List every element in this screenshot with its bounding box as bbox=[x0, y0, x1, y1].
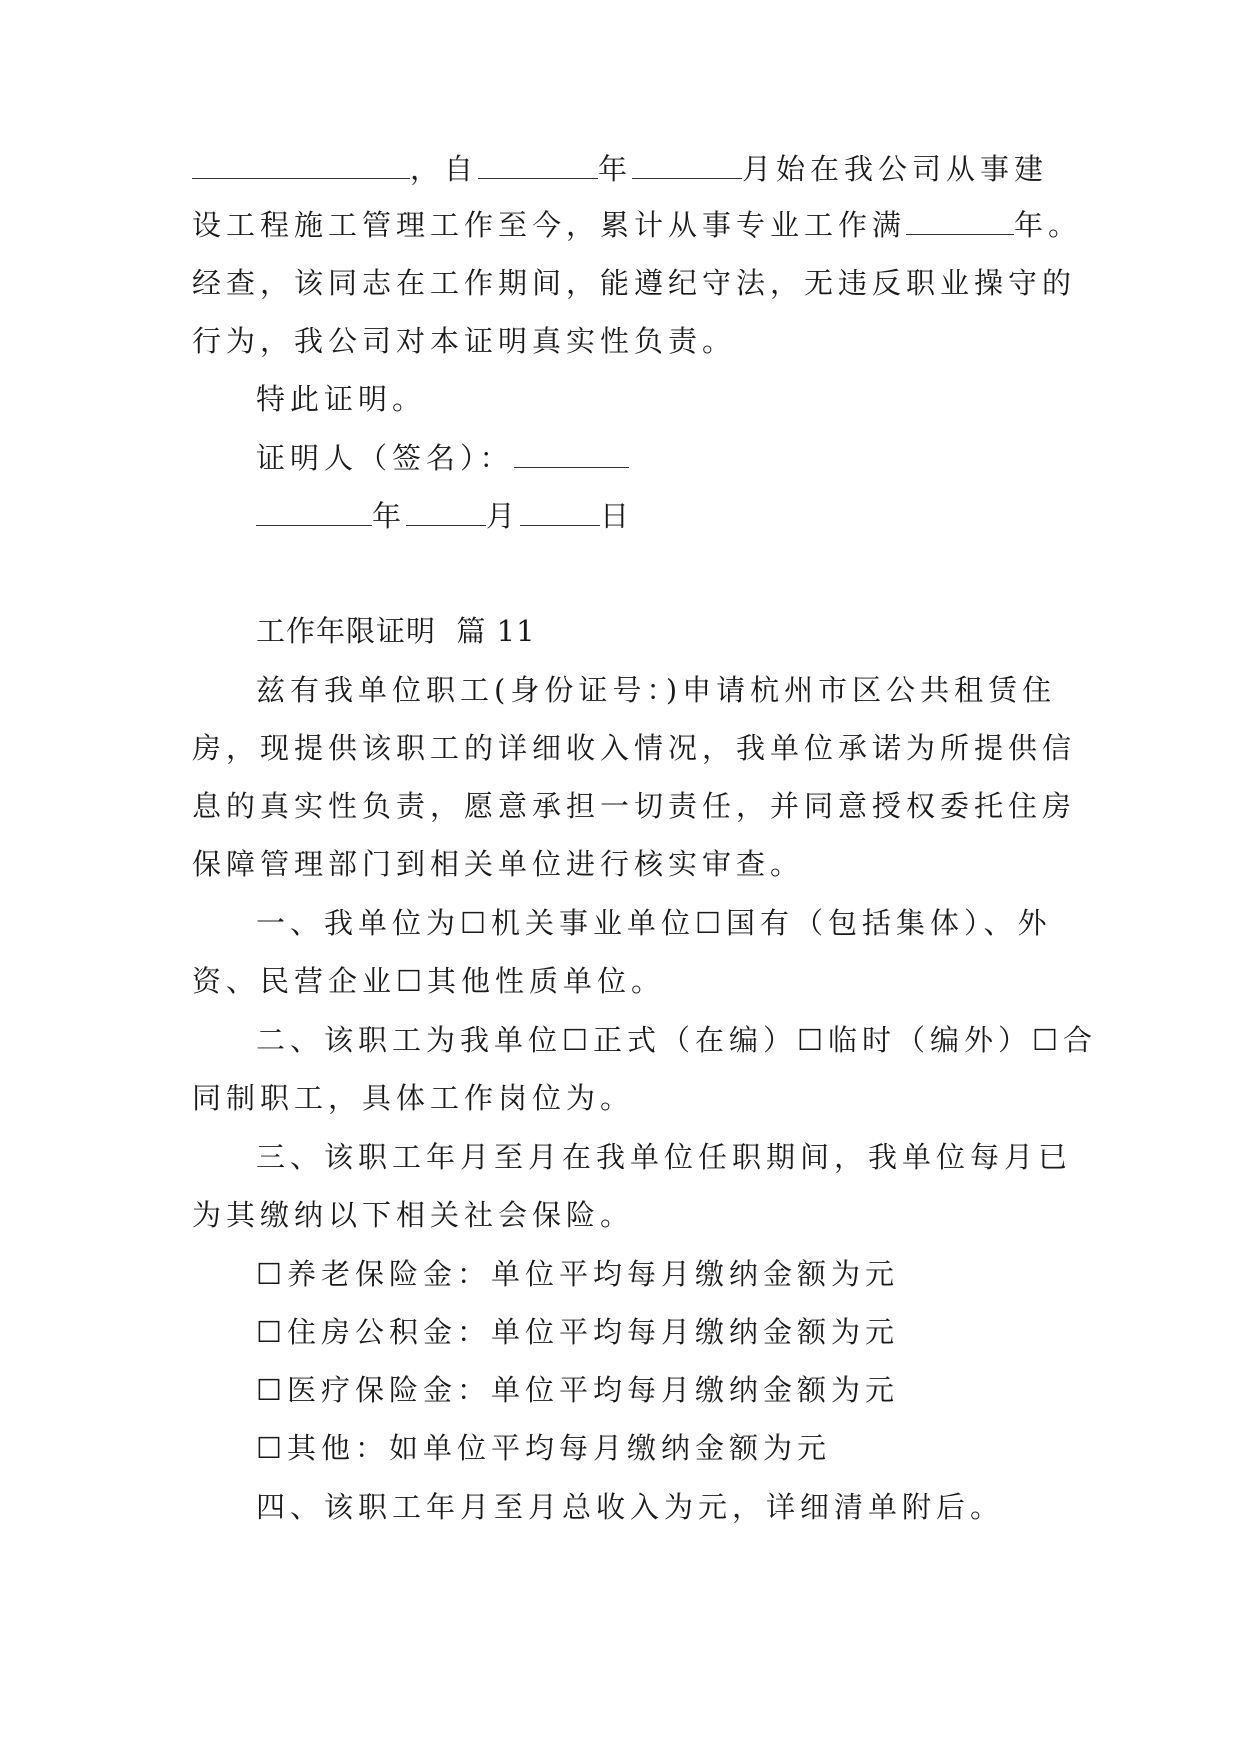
signature-blank bbox=[514, 439, 629, 468]
section-a-line-4: 行为，我公司对本证明真实性负责。 bbox=[192, 324, 737, 358]
date-line: 年 月 日 bbox=[256, 497, 634, 534]
date-year-blank bbox=[256, 497, 372, 526]
insurance-pension: ☐养老保险金：单位平均每月缴纳金额为元 bbox=[256, 1257, 899, 1291]
date-month-blank bbox=[406, 497, 486, 526]
item2-line-2: 同制职工，具体工作岗位为。 bbox=[192, 1081, 635, 1115]
item4-line: 四、该职工年月至月总收入为元，详细清单附后。 bbox=[256, 1490, 1005, 1524]
signer-line bbox=[256, 439, 629, 476]
section-a-line-2: 设工程施工管理工作至今，累计从事专业工作满 年。 bbox=[192, 208, 1083, 242]
item3-line-1: 三、该职工年月至月在我单位任职期间，我单位每月已 bbox=[256, 1140, 1073, 1174]
item2-line-1: 二、该职工为我单位☐正式（在编）☐临时（编外）☐合 bbox=[256, 1023, 1097, 1057]
item3-line-2: 为其缴纳以下相关社会保险。 bbox=[192, 1198, 635, 1232]
item1-line-2: 资、民营企业☐其他性质单位。 bbox=[192, 964, 665, 998]
name-blank bbox=[192, 150, 410, 179]
years-blank bbox=[906, 206, 1014, 235]
section-a-line-1: ，自 年 月始在我公司从事建 bbox=[192, 150, 1048, 187]
item1-line-1: 一、我单位为☐机关事业单位☐国有（包括集体）、外 bbox=[256, 906, 1052, 940]
insurance-other: ☐其他：如单位平均每月缴纳金额为元 bbox=[256, 1431, 831, 1465]
para1-line-1: 兹有我单位职工(身份证号：)申请杭州市区公共租赁住 bbox=[256, 673, 1057, 707]
section-heading: 工作年限证明 篇 11 bbox=[256, 614, 536, 648]
closing-statement: 特此证明。 bbox=[256, 382, 427, 416]
start-year-blank bbox=[478, 150, 598, 179]
para1-line-3: 息的真实性负责，愿意承担一切责任，并同意授权委托住房 bbox=[192, 789, 1077, 823]
para1-line-2: 房，现提供该职工的详细收入情况，我单位承诺为所提供信 bbox=[192, 731, 1077, 765]
start-month-blank bbox=[632, 150, 742, 179]
date-day-blank bbox=[520, 497, 600, 526]
section-a-line-3: 经查，该同志在工作期间，能遵纪守法，无违反职业操守的 bbox=[192, 266, 1077, 300]
para1-line-4: 保障管理部门到相关单位进行核实审查。 bbox=[192, 847, 805, 881]
insurance-housing-fund: ☐住房公积金：单位平均每月缴纳金额为元 bbox=[256, 1315, 899, 1349]
insurance-medical: ☐医疗保险金：单位平均每月缴纳金额为元 bbox=[256, 1373, 899, 1407]
signer-label: 证明人（签名）： bbox=[256, 441, 514, 475]
